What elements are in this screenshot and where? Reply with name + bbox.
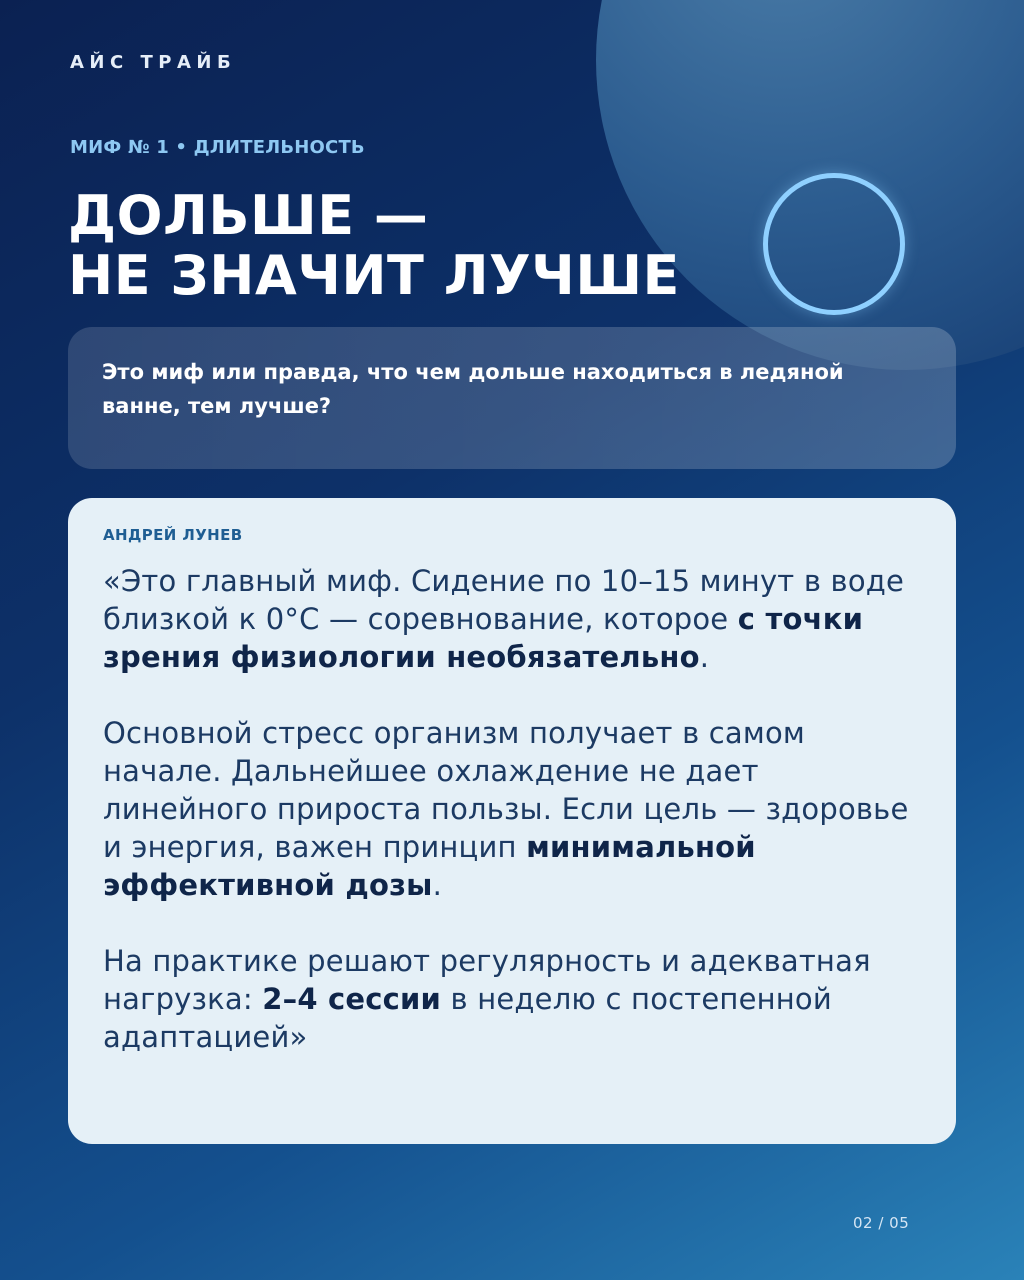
paragraph-emphasis: минимальной эффективной дозы — [103, 830, 756, 902]
paragraph-text: Основной стресс организм получает в самом начале. Дальнейшее охлаждение не дает линейного прироста пользы. Если цель — здоровье и энергия, важен принцип — [103, 716, 909, 864]
title-line-1: ДОЛЬШЕ — — [68, 184, 429, 247]
answer-paragraph-3 — [103, 942, 921, 1056]
author-name: АНДРЕЙ ЛУНЕВ — [103, 526, 243, 544]
paragraph-emphasis: 2–4 сессии — [262, 982, 442, 1016]
answer-paragraph-2 — [103, 714, 921, 904]
question-text: Это миф или правда, что чем дольше находиться в ледяной ванне, тем лучше? — [102, 360, 844, 418]
question-card — [68, 327, 956, 469]
title-line-2: НЕ ЗНАЧИТ ЛУЧШЕ — [68, 244, 680, 307]
paragraph-text: На практике решают регулярность и адекватная нагрузка: — [103, 944, 871, 1016]
paragraph-end: в неделю с постепенной адаптацией» — [103, 982, 832, 1054]
brand-logo: АЙС ТРАЙБ — [70, 52, 237, 73]
page-counter: 02 / 05 — [853, 1214, 910, 1232]
answer-card — [68, 498, 956, 1144]
answer-paragraph-1 — [103, 562, 921, 676]
paragraph-end: . — [699, 640, 710, 674]
ring-icon — [763, 173, 905, 315]
paragraph-text: «Это главный миф. Сидение по 10–15 минут в воде близкой к 0°C — соревнование, которое — [103, 564, 905, 636]
myth-label: МИФ № 1 • ДЛИТЕЛЬНОСТЬ — [70, 137, 365, 158]
paragraph-emphasis: с точки зрения физиологии необязательно — [103, 602, 864, 674]
page-title — [68, 186, 680, 306]
paragraph-end: . — [432, 868, 442, 902]
